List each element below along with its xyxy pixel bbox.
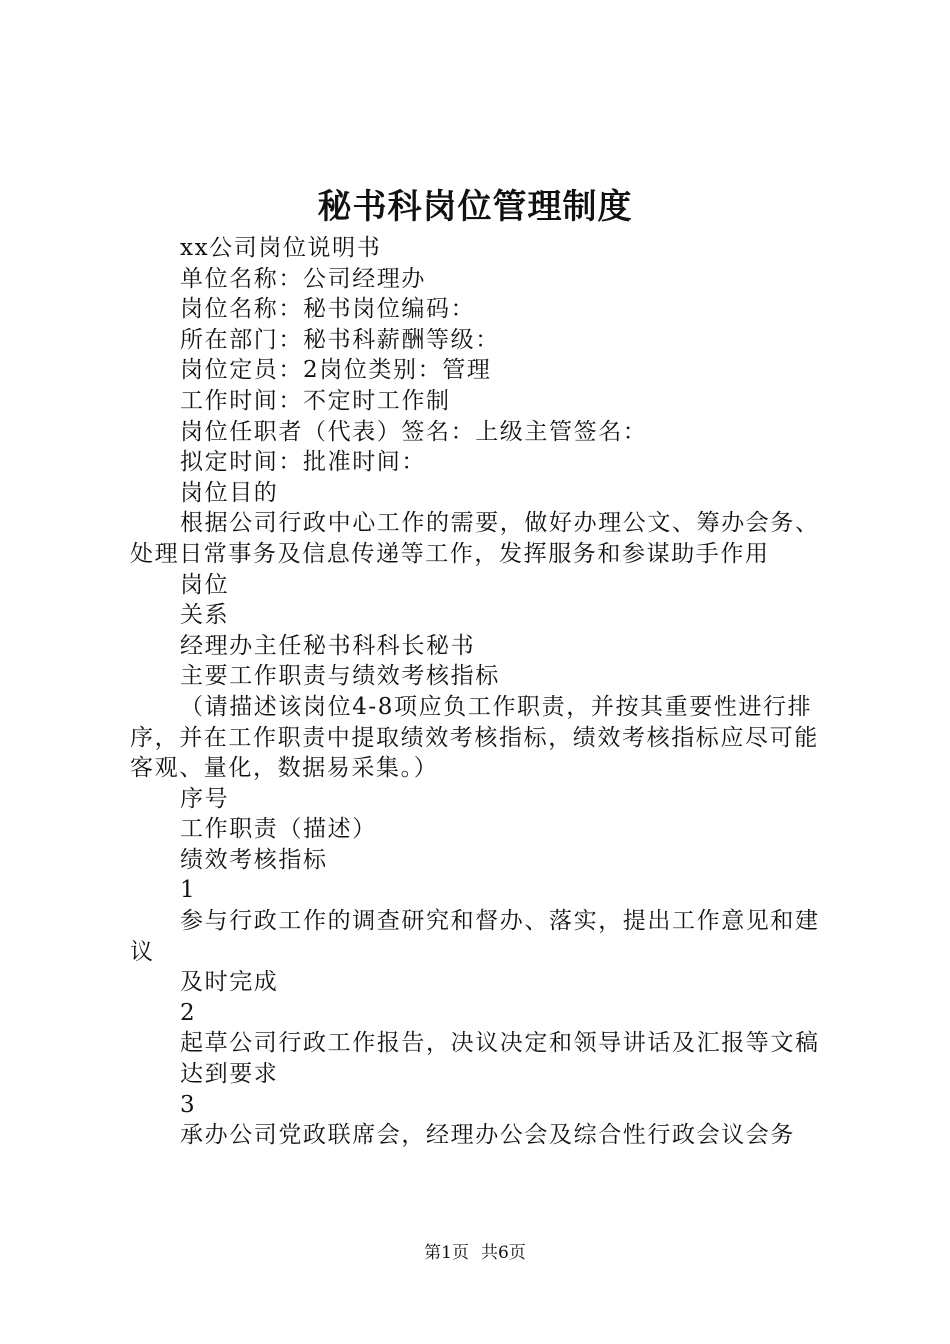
paragraph: 岗位目的	[180, 479, 279, 506]
paragraph: 2	[180, 999, 197, 1026]
paragraph: 1	[180, 877, 197, 904]
document-title: 秘书科岗位管理制度	[317, 187, 633, 227]
paragraph: 承办公司党政联席会，经理办公会及综合性行政会议会务	[180, 1122, 795, 1149]
paragraph: 岗位任职者（代表）签名：上级主管签名：	[180, 418, 648, 445]
paragraph: 岗位定员：2岗位类别：管理	[180, 357, 492, 384]
paragraph: （请描述该岗位4-8项应负工作职责，并按其重要性进行排序，并在工作职责中提取绩效考核指标，绩效考核指标应尽可能客观、量化，数据易采集。）	[130, 693, 819, 782]
paragraph: 起草公司行政工作报告，决议决定和领导讲话及汇报等文稿	[180, 1030, 820, 1057]
paragraph: 关系	[180, 602, 230, 629]
document-body	[130, 233, 840, 1151]
paragraph: 工作时间：不定时工作制	[180, 387, 451, 414]
paragraph: 岗位名称：秘书岗位编码：	[180, 296, 476, 323]
paragraph: 序号	[180, 785, 230, 812]
paragraph: 3	[180, 1091, 197, 1118]
paragraph: 经理办主任秘书科科长秘书	[180, 632, 476, 659]
paragraph: 主要工作职责与绩效考核指标	[180, 663, 500, 690]
paragraph: 工作职责（描述）	[180, 816, 377, 843]
paragraph: 岗位	[180, 571, 230, 598]
paragraph: xx公司岗位说明书	[180, 235, 382, 261]
page-total: 共6页	[481, 1243, 526, 1263]
paragraph: 达到要求	[180, 1061, 279, 1088]
paragraph: 参与行政工作的调查研究和督办、落实，提出工作意见和建议	[130, 908, 820, 965]
paragraph: 及时完成	[180, 969, 279, 996]
page-footer	[0, 1241, 950, 1265]
paragraph: 拟定时间：批准时间：	[180, 449, 426, 476]
paragraph: 根据公司行政中心工作的需要，做好办理公文、筹办会务、处理日常事务及信息传递等工作，发挥服务和参谋助手作用	[130, 510, 820, 567]
paragraph: 单位名称：公司经理办	[180, 265, 426, 292]
paragraph: 所在部门：秘书科薪酬等级：	[180, 326, 500, 353]
paragraph: 绩效考核指标	[180, 846, 328, 873]
page-number: 第1页	[424, 1243, 469, 1263]
